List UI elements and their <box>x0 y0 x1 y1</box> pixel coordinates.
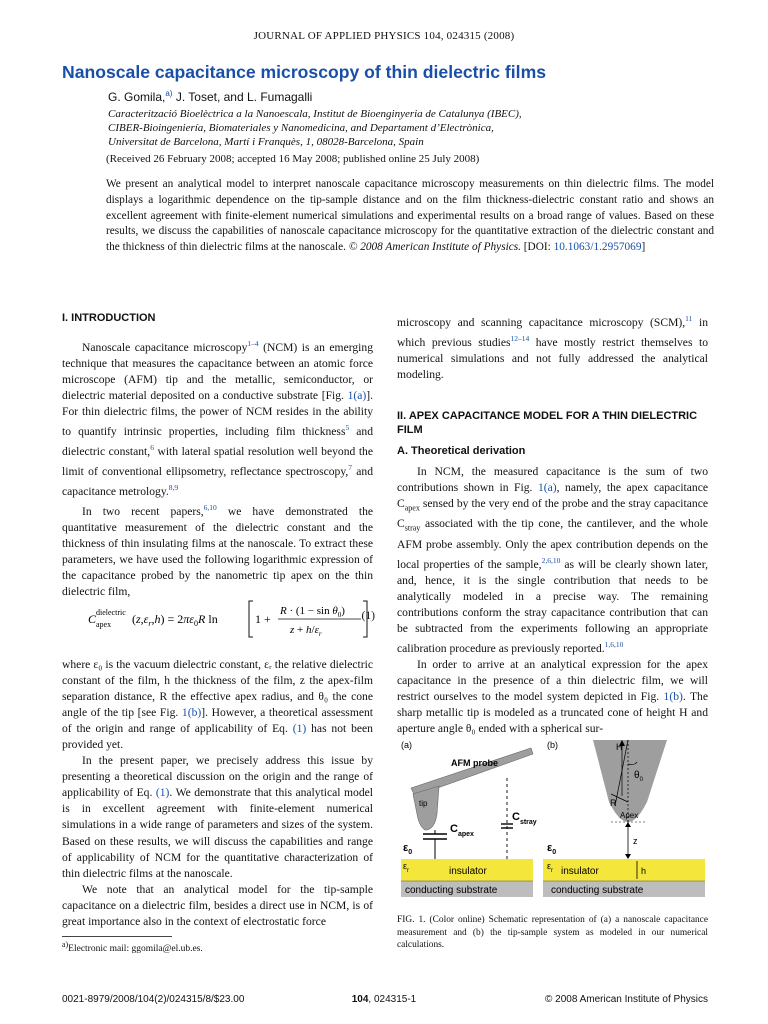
paragraph: where ε₀ is the vacuum dielectric constant, εᵣ the relative dielectric constant of the film, h the thickness of the film, z the apex-film separation distance, R the effective apex radius, and θ₀ the cone angle of the tip [see Fig. 1(b)]. However, a theoretical assessment of the origin and range of applicability of Eq. (1) has not been provided yet. <box>62 658 373 752</box>
citation-link[interactable]: 2,6,10 <box>541 555 561 565</box>
right-column <box>397 311 708 737</box>
paragraph: We note that an analytical model for the tip-sample capacitance on a dielectric film, besides a direct use in NCM, is of great importance also in the context of electrostatic force <box>62 882 373 928</box>
c-stray-label: $C_{stray}$ <box>512 811 537 826</box>
thickness-h-label: h <box>641 866 647 876</box>
epsilon-zero-label-a: $\varepsilon_0$ <box>403 842 413 856</box>
subsection-heading-theory: A. Theoretical derivation <box>397 444 526 457</box>
equation-link[interactable]: (1) <box>155 786 170 800</box>
svg-text:R · (1 − sin θ0): $R \cdot (1 - \sin \theta_0)$ <box>280 605 345 619</box>
abstract-copyright: © 2008 American Institute of Physics. <box>348 241 521 254</box>
figure-link[interactable]: 1(a) <box>537 481 557 494</box>
footnote <box>62 940 203 954</box>
panel-b-label: (b) <box>547 740 558 750</box>
insulator-label-a: insulator <box>449 866 487 877</box>
epsilon-r-label-b: $\varepsilon_r$ <box>547 861 554 874</box>
paragraph: In two recent papers,$^{6,10}$ we have demonstrated the quantitative measurement of the dielectric constant and the thickness of thin insulating films at the nanoscale. To extract these parameters, we have used the following logarithmic expression of the capacitance probed by the nanometric tip apex on the thin dielectric film, <box>62 502 374 598</box>
citation-link[interactable]: 8,9 <box>168 482 179 492</box>
apex-label: Apex <box>620 811 639 820</box>
section-heading-intro: I. INTRODUCTION <box>62 312 156 324</box>
affiliation <box>108 107 708 149</box>
paragraph: Nanoscale capacitance microscopy$^{1-4}$ (NCM) is an emerging technique that measures the capacitance between an atomic force microscope (AFM) tip and the metallic, semiconductor, or dielectric material deposited on a conductive substrate [Fig. 1(a)]. For thin dielectric films, the power of NCM resides in the ability to quantify intrinsic properties, including film thickness$^5$ and dielectric constant,$^6$ with lateral spatial resolution well beyond the limit of conventional ellipsometry, reflectance spectroscopy,$^7$ and capacitance metrology.$^{8,9}$ <box>62 339 374 498</box>
epsilon-r-label-a: $\varepsilon_r$ <box>403 861 410 874</box>
citation-link[interactable]: 7 <box>348 462 353 472</box>
afm-probe-label: AFM probe <box>451 758 498 768</box>
footnote-mark: a) <box>62 940 69 949</box>
equation-1 <box>62 593 373 645</box>
citation-link[interactable]: 11 <box>685 314 693 323</box>
equation-link[interactable]: (1) <box>292 722 307 736</box>
affiliation-line: CIBER-Bioingeniería, Biomateriales y Nanomedicina, and Departament d’Electrònica, <box>108 122 494 134</box>
affiliation-line: Universitat de Barcelona, Martí i Franquès, 1, 08028-Barcelona, Spain <box>108 136 424 148</box>
author-footnote-mark[interactable]: a) <box>165 89 173 98</box>
left-column-top <box>62 336 373 600</box>
tip-label: tip <box>419 799 428 808</box>
svg-text:(z,εr,h) = 2πε0R ln: $(z,\varepsilon_r,h) = 2\pi\varepsilon_0R$ ln <box>132 612 218 628</box>
epsilon-zero-label-b: $\varepsilon_0$ <box>547 842 557 856</box>
footnote-text: Electronic mail: ggomila@el.ub.es. <box>68 944 203 955</box>
citation-link[interactable]: 6 <box>150 443 154 452</box>
paper-title: Nanoscale capacitance microscopy of thin dielectric films <box>62 62 546 82</box>
author-1: G. Gomila, <box>108 90 166 104</box>
substrate-label-b: conducting substrate <box>551 885 644 896</box>
abstract-text: We present an analytical model to interpret nanoscale capacitance microscopy measurements on thin dielectric films. The model displays a logarithmic dependence on the tip-sample distance and on the film thickness-dielectric constant ratio and shows an excellent agreement with finite-element numerical simulations and experimental results on a broad range of values. Based on these results, we discuss the capabilities of nanoscale capacitance microscopy for the quantitative extraction of the dielectric constant and the thickness of thin dielectric films at the nanoscale. <box>106 178 714 254</box>
left-column-bottom <box>62 657 373 930</box>
footer-page-id: 104, 024315-1 <box>351 994 417 1005</box>
height-h-label: H <box>616 742 623 752</box>
svg-text:z + h/εr: $z + h/\varepsilon_r$ <box>290 624 322 638</box>
paragraph: In order to arrive at an analytical expression for the apex capacitance in the presence of a thin dielectric film, we will restrict ourselves to the model system depicted in Fig. 1(b). The sharp metallic tip is modeled as a truncated cone of height H and aperture angle θ₀ ended with a spherical sur- <box>397 657 708 735</box>
paragraph: microscopy and scanning capacitance microscopy (SCM),$^{11}$ in which previous studies$^{12-14}$ have mostly restrict themselves to numerical simulations and not fully addressed the analytical modeling. <box>397 314 708 381</box>
citation-link[interactable]: 12–14 <box>510 333 530 343</box>
footer-issn: 0021-8979/2008/104(2)/024315/8/$23.00 <box>62 994 245 1005</box>
received-dates: (Received 26 February 2008; accepted 16 May 2008; published online 25 July 2008) <box>106 153 480 165</box>
paragraph: In the present paper, we precisely address this issue by presenting a theoretical discussion on the origin and the range of applicability of Eq. (1). We demonstrate that this analytical model is in excellent agreement with finite-element numerical simulations in a wide range of parameters and sizes of the system. Based on these results, we will discuss the capabilities and range of applicability of NCM for the quantitative characterization of thin dielectric films at the nanoscale. <box>62 754 373 880</box>
doi-link[interactable]: 10.1063/1.2957069 <box>553 241 642 254</box>
other-authors: J. Toset, and L. Fumagalli <box>172 90 313 104</box>
svg-text:apex: apex <box>96 620 112 629</box>
abstract <box>106 177 714 256</box>
section-heading-apex-model: II. APEX CAPACITANCE MODEL FOR A THIN DIELECTRIC FILM <box>397 409 698 436</box>
citation-link[interactable]: 1–4 <box>247 339 259 348</box>
figure-link[interactable]: 1(b) <box>181 706 202 720</box>
affiliation-line: Caracterització Bioelèctrica a la Nanoescala, Institut de Bioenginyeria de Catalunya (IBEC), <box>108 108 522 120</box>
figure-link[interactable]: 1(b) <box>663 689 683 703</box>
footnote-divider <box>62 936 172 937</box>
figure-link[interactable]: 1(a) <box>347 389 367 402</box>
author-list <box>108 89 312 104</box>
insulator-label-b: insulator <box>561 866 599 877</box>
paragraph: In NCM, the measured capacitance is the sum of two contributions shown in Fig. 1(a), namely, the apex capacitance $C_{apex}$ sensed by the very end of the probe and the stray capacitance $C_{stray}$ associated with the tip cone, the cantilever, and the whole AFM probe assembly. Only the apex contribution depends on the local properties of the sample,$^{2,6,10}$ as will be clearly shown later, and, hence, it is the single contribution that needs to be analytically modeled in a precise way. The remaining contributions conform the stray capacitance contribution that can be subtracted from the experiments following an appropriate calibration procedure as previously reported.$^{1,6,10}$ <box>397 464 709 655</box>
c-apex-label: $C_{apex}$ <box>450 823 474 838</box>
journal-header: JOURNAL OF APPLIED PHYSICS 104, 024315 (2008) <box>253 30 515 42</box>
svg-text:dielectric: dielectric <box>96 608 126 617</box>
figure-1-caption: FIG. 1. (Color online) Schematic representation of (a) a nanoscale capacitance measurement and (b) the tip-sample system as modeled in our numerical calculations. <box>397 915 708 951</box>
doi-prefix: [DOI: <box>520 241 554 254</box>
panel-a-label: (a) <box>401 740 412 750</box>
figure-1-graphic <box>397 736 708 906</box>
radius-label: R <box>610 798 617 808</box>
citation-link[interactable]: 6,10 <box>203 502 217 512</box>
citation-link[interactable]: 5 <box>345 423 350 433</box>
svg-text:C: C <box>88 612 97 626</box>
distance-z-label: z <box>633 836 638 846</box>
theta-label: $\theta_0$ <box>634 770 643 783</box>
svg-text:1 +: 1 + <box>255 612 271 626</box>
doi-suffix: ] <box>641 241 646 254</box>
equation-number: (1) <box>361 609 375 622</box>
citation-link[interactable]: 1,6,10 <box>604 639 624 649</box>
substrate-label-a: conducting substrate <box>405 885 498 896</box>
figure-1 <box>397 736 708 906</box>
footer-copyright: © 2008 American Institute of Physics <box>544 994 708 1005</box>
equation-graphic <box>62 593 373 645</box>
